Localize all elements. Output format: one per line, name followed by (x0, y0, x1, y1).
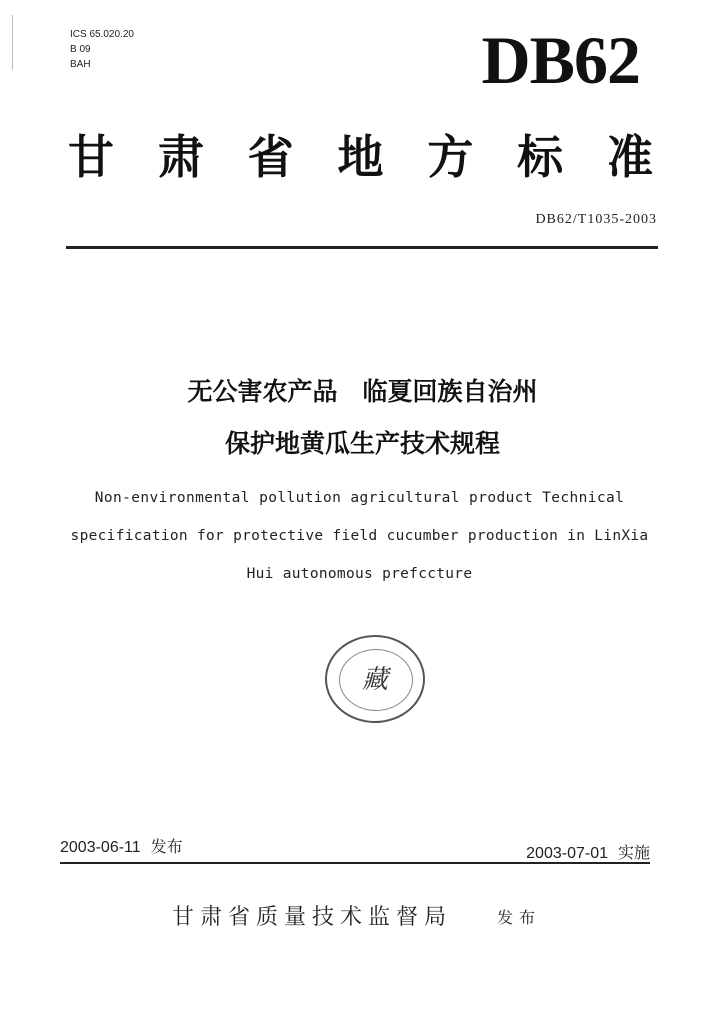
stamp-center-char: 藏 (361, 665, 388, 695)
effective-date-block (526, 840, 650, 863)
header-divider (66, 246, 658, 249)
doc-category-char: 准 (606, 130, 653, 184)
document-category (68, 130, 653, 184)
title-cn-line-1: 无公害农产品 临夏回族自治州 (187, 377, 538, 406)
date-divider (60, 862, 650, 864)
left-edge-rule (12, 15, 13, 70)
doc-category-char: 地 (337, 130, 384, 184)
doc-category-char: 肃 (157, 130, 204, 184)
collection-stamp (325, 635, 425, 723)
effective-date: 2003-07-01 (526, 845, 608, 862)
filing-code: BAH (70, 59, 91, 70)
title-en-line-1: Non-environmental pollution agricultural product Technical (94, 490, 625, 506)
doc-category-char: 方 (427, 130, 474, 184)
title-cn-line-2: 保护地黄瓜生产技术规程 (224, 429, 500, 458)
classification-block (70, 27, 134, 72)
issuer-action: 发布 (497, 908, 542, 927)
doc-category-char: 省 (247, 130, 294, 184)
doc-category-char: 甘 (68, 130, 114, 184)
standard-number: DB62/T1035-2003 (535, 212, 657, 227)
doc-category-char: 标 (517, 130, 564, 184)
issue-date-block (60, 834, 183, 857)
title-en-line-3: Hui autonomous prefccture (246, 566, 473, 582)
standard-code-logo: DB62 (481, 22, 640, 98)
title-en-line-2: specification for protective field cucumber production in LinXia (70, 528, 649, 544)
issuing-authority: 甘肃省质量技术监督局 (172, 905, 453, 930)
ics-code: ICS 65.020.20 (70, 29, 134, 40)
issue-date: 2003-06-11 (60, 839, 141, 856)
ccs-code: B 09 (70, 44, 91, 55)
issue-label: 发布 (150, 837, 183, 856)
effective-label: 实施 (617, 843, 650, 862)
